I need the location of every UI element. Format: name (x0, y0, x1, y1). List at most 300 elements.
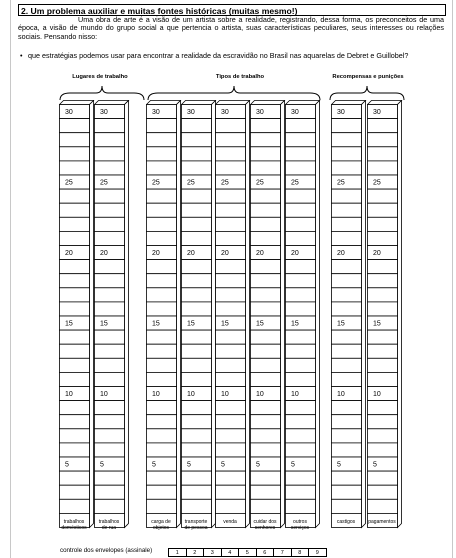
tally-cell[interactable] (182, 387, 212, 401)
envelope-box-2[interactable]: 2 (186, 548, 205, 557)
tally-cell[interactable] (286, 330, 316, 344)
tally-cell[interactable] (251, 302, 281, 316)
tally-cell[interactable] (147, 217, 177, 231)
tally-cell[interactable] (60, 485, 90, 499)
tally-cell[interactable] (95, 217, 125, 231)
tally-cell[interactable] (251, 246, 281, 260)
intro-paragraph (18, 16, 444, 41)
tally-cell[interactable] (60, 443, 90, 457)
tally-cell[interactable] (95, 231, 125, 245)
tally-cell[interactable] (95, 358, 125, 372)
tally-cell[interactable] (182, 260, 212, 274)
tally-cell[interactable] (95, 499, 125, 513)
group-title-tipos: Tipos de trabalho (215, 74, 265, 80)
tally-cell[interactable] (216, 119, 246, 133)
tally-cell[interactable] (60, 358, 90, 372)
tally-cell[interactable] (251, 161, 281, 175)
tally-cell[interactable] (60, 387, 90, 401)
tally-cell[interactable] (95, 147, 125, 161)
tally-cell[interactable] (147, 344, 177, 358)
tally-cell[interactable] (147, 485, 177, 499)
tally-cell[interactable] (216, 457, 246, 471)
tally-cell[interactable] (286, 217, 316, 231)
tally-cell[interactable] (60, 260, 90, 274)
caption-line: transporte (184, 519, 208, 525)
tally-cell[interactable] (251, 358, 281, 372)
tally-cell[interactable] (368, 175, 398, 189)
tally-cell[interactable] (216, 372, 246, 386)
tally-cell[interactable] (216, 203, 246, 217)
tally-cell[interactable] (332, 105, 362, 119)
scale-label: 10 (373, 391, 381, 399)
tally-cell[interactable] (332, 387, 362, 401)
tally-cell[interactable] (332, 288, 362, 302)
tally-cell[interactable] (147, 443, 177, 457)
scale-label: 15 (337, 320, 345, 328)
tally-cell[interactable] (216, 274, 246, 288)
scale-label: 15 (373, 320, 381, 328)
envelope-box-8[interactable]: 8 (291, 548, 310, 557)
tally-cell[interactable] (95, 457, 125, 471)
tally-cell[interactable] (286, 387, 316, 401)
tally-cell[interactable] (216, 387, 246, 401)
tally-cell[interactable] (216, 175, 246, 189)
tally-cell[interactable] (182, 401, 212, 415)
tally-cell[interactable] (95, 203, 125, 217)
tally-cell[interactable] (182, 330, 212, 344)
tally-cell[interactable] (147, 175, 177, 189)
tally-cell[interactable] (332, 358, 362, 372)
tally-cell[interactable] (216, 415, 246, 429)
scale-label: 15 (152, 320, 160, 328)
column-caption-8 (326, 519, 366, 525)
tally-cell[interactable] (368, 372, 398, 386)
tally-cell[interactable] (368, 147, 398, 161)
tally-cell[interactable] (286, 246, 316, 260)
tally-cell[interactable] (216, 189, 246, 203)
tally-cell[interactable] (251, 119, 281, 133)
tally-cell[interactable] (60, 401, 90, 415)
tally-cell[interactable] (147, 161, 177, 175)
tally-cell[interactable] (251, 330, 281, 344)
tally-cell[interactable] (60, 231, 90, 245)
tally-cell[interactable] (332, 260, 362, 274)
tally-cell[interactable] (216, 161, 246, 175)
tally-cell[interactable] (147, 358, 177, 372)
tally-cell[interactable] (147, 372, 177, 386)
tally-cell[interactable] (332, 485, 362, 499)
envelope-box-5[interactable]: 5 (238, 548, 257, 557)
tally-cell[interactable] (332, 119, 362, 133)
tally-cell[interactable] (332, 302, 362, 316)
tally-cell[interactable] (182, 231, 212, 245)
tally-cell[interactable] (147, 330, 177, 344)
tally-cell[interactable] (147, 189, 177, 203)
scale-label: 25 (373, 179, 381, 187)
tally-cell[interactable] (368, 499, 398, 513)
tally-cell[interactable] (368, 161, 398, 175)
tally-cell[interactable] (60, 471, 90, 485)
tally-cell[interactable] (216, 330, 246, 344)
tally-cell[interactable] (368, 429, 398, 443)
scale-label: 15 (221, 320, 229, 328)
tally-cell[interactable] (368, 203, 398, 217)
tally-cell[interactable] (251, 189, 281, 203)
tally-cell[interactable] (332, 217, 362, 231)
tally-cell[interactable] (286, 260, 316, 274)
tally-cell[interactable] (95, 161, 125, 175)
tally-cell[interactable] (368, 344, 398, 358)
tally-cell[interactable] (95, 133, 125, 147)
tally-cell[interactable] (95, 485, 125, 499)
tally-cell[interactable] (368, 231, 398, 245)
tally-cell[interactable] (251, 415, 281, 429)
tally-cell[interactable] (147, 246, 177, 260)
tally-cell[interactable] (60, 499, 90, 513)
tally-cell[interactable] (60, 429, 90, 443)
tally-cell[interactable] (147, 105, 177, 119)
tally-cell[interactable] (182, 316, 212, 330)
tally-cell[interactable] (60, 372, 90, 386)
tally-cell[interactable] (147, 203, 177, 217)
tally-cell[interactable] (368, 471, 398, 485)
caption-line: castigos (336, 519, 356, 525)
tally-cell[interactable] (182, 147, 212, 161)
tally-cell[interactable] (216, 231, 246, 245)
tally-cell[interactable] (60, 203, 90, 217)
caption-line: domésticos (61, 525, 87, 531)
tally-cell[interactable] (95, 415, 125, 429)
scale-label: 10 (291, 391, 299, 399)
tally-cell[interactable] (147, 429, 177, 443)
tally-cell[interactable] (251, 443, 281, 457)
tally-cell[interactable] (95, 429, 125, 443)
envelope-control-label: controle dos envelopes (assinale) (60, 547, 153, 554)
tally-cell[interactable] (60, 415, 90, 429)
tally-cell[interactable] (147, 133, 177, 147)
tally-cell[interactable] (216, 471, 246, 485)
tally-cell[interactable] (95, 387, 125, 401)
tally-cell[interactable] (368, 274, 398, 288)
tally-cell[interactable] (60, 217, 90, 231)
tally-cell[interactable] (368, 401, 398, 415)
envelope-box-3[interactable]: 3 (203, 548, 222, 557)
tally-cell[interactable] (182, 485, 212, 499)
tally-cell[interactable] (286, 147, 316, 161)
tally-cell[interactable] (332, 161, 362, 175)
tally-cell[interactable] (147, 415, 177, 429)
tally-cell[interactable] (147, 471, 177, 485)
tally-cell[interactable] (368, 358, 398, 372)
tally-cell[interactable] (60, 316, 90, 330)
tally-cell[interactable] (95, 175, 125, 189)
tally-cell[interactable] (286, 344, 316, 358)
tally-cell[interactable] (286, 105, 316, 119)
tally-cell[interactable] (182, 471, 212, 485)
tally-cell[interactable] (251, 372, 281, 386)
tally-cell[interactable] (216, 260, 246, 274)
tally-cell[interactable] (332, 372, 362, 386)
tally-cell[interactable] (251, 316, 281, 330)
tally-cell[interactable] (368, 316, 398, 330)
tally-cell[interactable] (95, 401, 125, 415)
tally-cell[interactable] (368, 246, 398, 260)
tally-cell[interactable] (147, 274, 177, 288)
tally-cell[interactable] (95, 105, 125, 119)
tally-cell[interactable] (95, 288, 125, 302)
scale-label: 10 (256, 391, 264, 399)
tally-cell[interactable] (95, 443, 125, 457)
tally-cell[interactable] (368, 485, 398, 499)
tally-cell[interactable] (95, 330, 125, 344)
tally-cell[interactable] (251, 231, 281, 245)
tally-cell[interactable] (251, 457, 281, 471)
caption-line: carga de (151, 519, 171, 525)
tally-cell[interactable] (286, 175, 316, 189)
scale-label: 5 (65, 461, 69, 469)
tally-cell[interactable] (95, 302, 125, 316)
tally-cell[interactable] (60, 189, 90, 203)
tally-cell[interactable] (216, 288, 246, 302)
envelope-box-9[interactable]: 9 (308, 548, 327, 557)
scale-label: 30 (373, 109, 381, 117)
tally-cell[interactable] (147, 260, 177, 274)
tally-cell[interactable] (60, 288, 90, 302)
tally-cell[interactable] (286, 288, 316, 302)
tally-cell[interactable] (251, 499, 281, 513)
tally-cell[interactable] (182, 358, 212, 372)
tally-cell[interactable] (147, 119, 177, 133)
tally-cell[interactable] (251, 175, 281, 189)
tally-cell[interactable] (286, 415, 316, 429)
tally-cell[interactable] (332, 147, 362, 161)
scale-label: 20 (256, 250, 264, 258)
tally-cell[interactable] (182, 372, 212, 386)
tally-cell[interactable] (182, 429, 212, 443)
tally-cell[interactable] (182, 457, 212, 471)
tally-cell[interactable] (216, 499, 246, 513)
tally-cell[interactable] (216, 429, 246, 443)
tally-cell[interactable] (182, 443, 212, 457)
tally-cell[interactable] (216, 302, 246, 316)
tally-cell[interactable] (251, 429, 281, 443)
tally-cell[interactable] (60, 302, 90, 316)
tally-cell[interactable] (95, 274, 125, 288)
tally-cell[interactable] (60, 133, 90, 147)
tally-cell[interactable] (286, 499, 316, 513)
tally-cell[interactable] (332, 246, 362, 260)
tally-cell[interactable] (216, 147, 246, 161)
tally-cell[interactable] (332, 175, 362, 189)
tally-cell[interactable] (286, 358, 316, 372)
tally-cell[interactable] (251, 203, 281, 217)
tally-cell[interactable] (147, 457, 177, 471)
tally-cell[interactable] (95, 372, 125, 386)
tally-cell[interactable] (182, 203, 212, 217)
tally-cell[interactable] (182, 133, 212, 147)
tally-cell[interactable] (368, 387, 398, 401)
tally-cell[interactable] (216, 316, 246, 330)
tally-cell[interactable] (368, 119, 398, 133)
tally-cell[interactable] (251, 105, 281, 119)
tally-cell[interactable] (332, 415, 362, 429)
scale-label: 20 (65, 250, 73, 258)
tally-cell[interactable] (147, 316, 177, 330)
column-caption-3 (141, 519, 181, 531)
tally-cell[interactable] (60, 175, 90, 189)
tally-cell[interactable] (286, 372, 316, 386)
tally-cell[interactable] (332, 203, 362, 217)
tally-column-3 (146, 100, 182, 529)
tally-cell[interactable] (95, 119, 125, 133)
tally-cell[interactable] (332, 316, 362, 330)
tally-cell[interactable] (60, 246, 90, 260)
tally-cell[interactable] (251, 471, 281, 485)
tally-cell[interactable] (368, 260, 398, 274)
tally-cell[interactable] (251, 133, 281, 147)
scale-label: 25 (291, 179, 299, 187)
tally-cell[interactable] (147, 288, 177, 302)
tally-cell[interactable] (182, 499, 212, 513)
tally-cell[interactable] (182, 302, 212, 316)
tally-cell[interactable] (332, 231, 362, 245)
tally-cell[interactable] (95, 471, 125, 485)
tally-cell[interactable] (95, 344, 125, 358)
tally-cell[interactable] (368, 133, 398, 147)
tally-cell[interactable] (95, 189, 125, 203)
tally-cell[interactable] (332, 429, 362, 443)
tally-cell[interactable] (251, 217, 281, 231)
scale-label: 15 (187, 320, 195, 328)
tally-cell[interactable] (332, 189, 362, 203)
tally-cell[interactable] (286, 316, 316, 330)
tally-cell[interactable] (368, 415, 398, 429)
tally-cell[interactable] (60, 147, 90, 161)
tally-cell[interactable] (251, 274, 281, 288)
tally-cell[interactable] (182, 246, 212, 260)
tally-cell[interactable] (60, 344, 90, 358)
tally-cell[interactable] (216, 401, 246, 415)
scale-label: 20 (337, 250, 345, 258)
tally-cell[interactable] (147, 499, 177, 513)
tally-cell[interactable] (286, 457, 316, 471)
tally-cell[interactable] (95, 246, 125, 260)
tally-cell[interactable] (216, 485, 246, 499)
tally-cell[interactable] (332, 443, 362, 457)
tally-cell[interactable] (95, 260, 125, 274)
scale-label: 20 (373, 250, 381, 258)
tally-cell[interactable] (368, 457, 398, 471)
tally-cell[interactable] (60, 274, 90, 288)
tally-cell[interactable] (286, 133, 316, 147)
tally-cell[interactable] (286, 401, 316, 415)
tally-cell[interactable] (251, 147, 281, 161)
tally-cell[interactable] (182, 344, 212, 358)
tally-cell[interactable] (286, 429, 316, 443)
tally-cell[interactable] (368, 217, 398, 231)
tally-cell[interactable] (251, 344, 281, 358)
tally-cell[interactable] (147, 387, 177, 401)
tally-cell[interactable] (251, 288, 281, 302)
tally-cell[interactable] (332, 330, 362, 344)
tally-cell[interactable] (368, 302, 398, 316)
tally-cell[interactable] (216, 443, 246, 457)
tally-cell[interactable] (251, 387, 281, 401)
tally-cell[interactable] (286, 119, 316, 133)
scale-label: 30 (291, 109, 299, 117)
tally-cell[interactable] (251, 401, 281, 415)
tally-cell[interactable] (368, 330, 398, 344)
tally-cell[interactable] (332, 401, 362, 415)
tally-cell[interactable] (368, 189, 398, 203)
tally-cell[interactable] (216, 246, 246, 260)
tally-cell[interactable] (60, 119, 90, 133)
tally-cell[interactable] (60, 457, 90, 471)
tally-cell[interactable] (286, 161, 316, 175)
tally-cell[interactable] (216, 105, 246, 119)
tally-cell[interactable] (368, 443, 398, 457)
tally-cell[interactable] (147, 147, 177, 161)
tally-cell[interactable] (332, 471, 362, 485)
scale-label: 15 (100, 320, 108, 328)
tally-cell[interactable] (286, 189, 316, 203)
tally-cell[interactable] (216, 344, 246, 358)
tally-cell[interactable] (332, 457, 362, 471)
tally-cell[interactable] (368, 288, 398, 302)
tally-cell[interactable] (182, 119, 212, 133)
tally-cell[interactable] (216, 133, 246, 147)
tally-cell[interactable] (216, 358, 246, 372)
tally-cell[interactable] (182, 415, 212, 429)
tally-cell[interactable] (332, 133, 362, 147)
tally-cell[interactable] (286, 443, 316, 457)
tally-cell[interactable] (182, 274, 212, 288)
tally-cell[interactable] (60, 330, 90, 344)
tally-cell[interactable] (286, 471, 316, 485)
tally-cell[interactable] (332, 274, 362, 288)
scale-label: 10 (221, 391, 229, 399)
tally-cell[interactable] (286, 485, 316, 499)
tally-cell[interactable] (60, 105, 90, 119)
tally-cell[interactable] (182, 217, 212, 231)
envelope-box-4[interactable]: 4 (221, 548, 240, 557)
tally-cell[interactable] (368, 105, 398, 119)
tally-cell[interactable] (147, 231, 177, 245)
caption-line: trabalhos (98, 519, 120, 525)
tally-cell[interactable] (182, 175, 212, 189)
tally-cell[interactable] (251, 485, 281, 499)
tally-cell[interactable] (251, 260, 281, 274)
tally-cell[interactable] (332, 499, 362, 513)
tally-cell[interactable] (216, 217, 246, 231)
tally-cell[interactable] (95, 316, 125, 330)
tally-cell[interactable] (60, 161, 90, 175)
tally-cell[interactable] (147, 401, 177, 415)
tally-cell[interactable] (182, 161, 212, 175)
tally-cell[interactable] (147, 302, 177, 316)
tally-cell[interactable] (332, 344, 362, 358)
envelope-box-7[interactable]: 7 (273, 548, 292, 557)
tally-cell[interactable] (182, 105, 212, 119)
tally-cell[interactable] (286, 274, 316, 288)
tally-cell[interactable] (286, 302, 316, 316)
envelope-box-6[interactable]: 6 (256, 548, 275, 557)
tally-cell[interactable] (182, 288, 212, 302)
tally-cell[interactable] (286, 203, 316, 217)
tally-cell[interactable] (182, 189, 212, 203)
envelope-box-1[interactable]: 1 (168, 548, 187, 557)
tally-cell[interactable] (286, 231, 316, 245)
